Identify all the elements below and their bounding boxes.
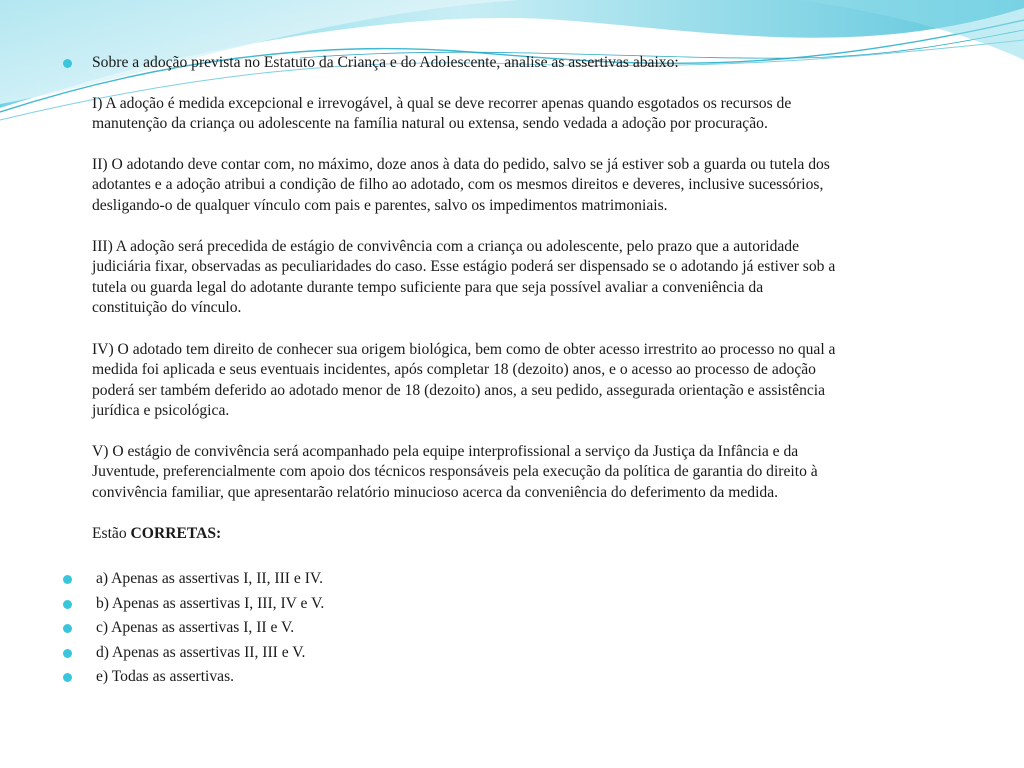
assertion-4-line-3: poderá ser também deferido ao adotado menor de 18 (dezoito) anos, a seu pedido, assegurada orientação e assistência — [92, 381, 826, 399]
assertion-1-line-2: manutenção da criança ou adolescente na família natural ou extensa, sendo vedada a adoção por procuração. — [92, 115, 768, 133]
bullet-icon — [63, 600, 72, 609]
bullet-icon — [63, 624, 72, 633]
assertion-3-line-1: III) A adoção será precedida de estágio de convivência com a criança ou adolescente, pelo prazo que a autoridade — [92, 238, 800, 255]
option-e[interactable]: e) Todas as assertivas. — [96, 668, 235, 685]
assertion-5-line-2: Juventude, preferencialmente com apoio dos técnicos responsáveis pela execução da política de garantia do direito à — [92, 463, 818, 481]
assertion-3 — [92, 237, 835, 319]
question-intro — [92, 53, 679, 73]
assertion-2-line-1: II) O adotando deve contar com, no máximo, doze anos à data do pedido, salvo se já estiver sob a guarda ou tutela dos — [92, 156, 830, 173]
assertion-5-line-1: V) O estágio de convivência será acompanhado pela equipe interprofissional a serviço da Justiça da Infância e da — [92, 443, 799, 460]
bullet-icon — [63, 575, 72, 584]
assertion-3-line-4: constituição do vínculo. — [92, 299, 242, 317]
assertion-2-line-3: desligando-o de qualquer vínculo com pais e parentes, salvo os impedimentos matrimoniais. — [92, 196, 668, 214]
option-b[interactable]: b) Apenas as assertivas I, III, IV e V. — [96, 595, 325, 612]
option-c[interactable]: c) Apenas as assertivas I, II e V. — [96, 619, 295, 636]
prompt-prefix: Estão — [92, 525, 131, 542]
bullet-icon — [63, 649, 72, 658]
prompt-bold: CORRETAS: — [130, 525, 222, 542]
question-prompt — [92, 524, 221, 544]
assertion-4-line-1: IV) O adotado tem direito de conhecer sua origem biológica, bem como de obter acesso irrestrito ao processo no qual a — [92, 341, 836, 358]
assertion-4 — [92, 340, 835, 422]
bullet-icon — [63, 673, 72, 682]
assertion-5-line-3: convivência familiar, que apresentarão relatório minucioso acerca da conveniência do deferimento da medida. — [92, 483, 779, 501]
assertion-4-line-2: medida foi aplicada e seus eventuais incidentes, após completar 18 (dezoito) anos, e o acesso ao processo de adoção — [92, 361, 816, 379]
bullet-icon — [63, 59, 72, 68]
option-d[interactable]: d) Apenas as assertivas II, III e V. — [96, 644, 306, 661]
assertion-3-line-2: judiciária fixar, observadas as peculiaridades do caso. Esse estágio poderá ser dispensado se o adotando já estiver sob a — [92, 258, 836, 276]
intro-text: Sobre a adoção prevista no Estatuto da Criança e do Adolescente, analise as assertivas abaixo: — [92, 54, 679, 71]
assertion-5 — [92, 442, 818, 503]
assertion-2-line-2: adotantes e a adoção atribui a condição de filho ao adotado, com os mesmos direitos e deveres, inclusive sucessórios, — [92, 176, 824, 194]
assertion-1 — [92, 94, 791, 135]
assertion-1-line-1: I) A adoção é medida excepcional e irrevogável, à qual se deve recorrer apenas quando esgotados os recursos de — [92, 95, 792, 112]
option-a[interactable]: a) Apenas as assertivas I, II, III e IV. — [96, 570, 324, 587]
assertion-3-line-3: tutela ou guarda legal do adotante durante tempo suficiente para que seja possível avaliar a conveniência da — [92, 278, 764, 296]
assertion-2 — [92, 155, 830, 216]
assertion-4-line-4: jurídica e psicológica. — [92, 402, 230, 420]
